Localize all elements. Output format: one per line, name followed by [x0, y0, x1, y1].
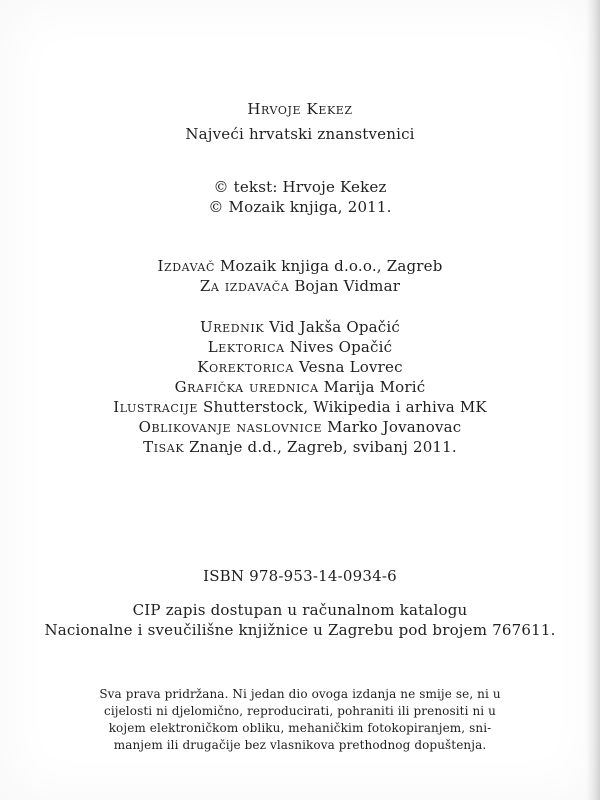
book-title: Najveći hrvatski znanstvenici: [185, 125, 415, 143]
rights-line: Sva prava pridržana. Ni jedan dio ovoga izdanja ne smije se, ni u: [99, 687, 501, 701]
credit-label: Grafička urednica: [174, 378, 319, 396]
credit-corrector: [0, 357, 600, 377]
credit-value: Vid Jakša Opačić: [269, 318, 400, 336]
author-name: Hrvoje Kekez: [247, 100, 353, 118]
rights-line: kojem elektroničkom obliku, mehaničkim fotokopiranjem, sni-: [108, 721, 492, 735]
credit-graphic-editor: [0, 377, 600, 397]
publisher-label: Izdavač: [157, 257, 215, 275]
isbn-block: [0, 566, 600, 586]
publisher-line: [0, 256, 600, 276]
credit-printing: [0, 437, 600, 457]
copyright-block: [0, 177, 600, 217]
cip-line: CIP zapis dostupan u računalnom katalogu: [132, 601, 468, 619]
cip-line: Nacionalne i sveučilišne knjižnice u Zagrebu pod brojem 767611.: [44, 621, 556, 639]
credit-label: Korektorica: [197, 358, 294, 376]
credit-value: Marija Morić: [323, 378, 426, 396]
for-publisher-label: Za izdavača: [199, 277, 290, 295]
credit-value: Znanje d.d., Zagreb, svibanj 2011.: [189, 438, 457, 456]
credit-label: Lektorica: [207, 338, 285, 356]
credit-label: Tisak: [143, 438, 185, 456]
cip-block: [0, 600, 600, 640]
title-block: [0, 124, 600, 144]
credit-label: Oblikovanje naslovnice: [138, 418, 323, 436]
for-publisher-line: [0, 276, 600, 296]
author-block: [0, 99, 600, 119]
credit-illustrations: [0, 397, 600, 417]
credit-value: Vesna Lovrec: [298, 358, 403, 376]
copyright-publisher: © Mozaik knjiga, 2011.: [208, 198, 392, 216]
for-publisher-value: Bojan Vidmar: [294, 277, 401, 295]
credit-value: Marko Jovanovac: [327, 418, 462, 436]
credit-value: Nives Opačić: [289, 338, 393, 356]
page-edge-shadow: [586, 0, 600, 800]
credit-value: Shutterstock, Wikipedia i arhiva MK: [202, 398, 487, 416]
rights-line: manjem ili drugačije bez vlasnikova prethodnog dopuštenja.: [113, 738, 487, 752]
credit-proofreader: [0, 337, 600, 357]
credit-label: Urednik: [200, 318, 265, 336]
credit-cover-design: [0, 417, 600, 437]
credit-editor: [0, 317, 600, 337]
isbn-number: ISBN 978-953-14-0934-6: [203, 567, 397, 585]
rights-line: cijelosti ni djelomično, reproducirati, pohraniti ili prenositi ni u: [104, 704, 496, 718]
publisher-value: Mozaik knjiga d.o.o., Zagreb: [219, 257, 443, 275]
publisher-block: [0, 256, 600, 296]
rights-notice: [0, 686, 600, 754]
credit-label: Ilustracije: [113, 398, 199, 416]
credits-block: [0, 317, 600, 457]
copyright-text: © tekst: Hrvoje Kekez: [213, 178, 387, 196]
